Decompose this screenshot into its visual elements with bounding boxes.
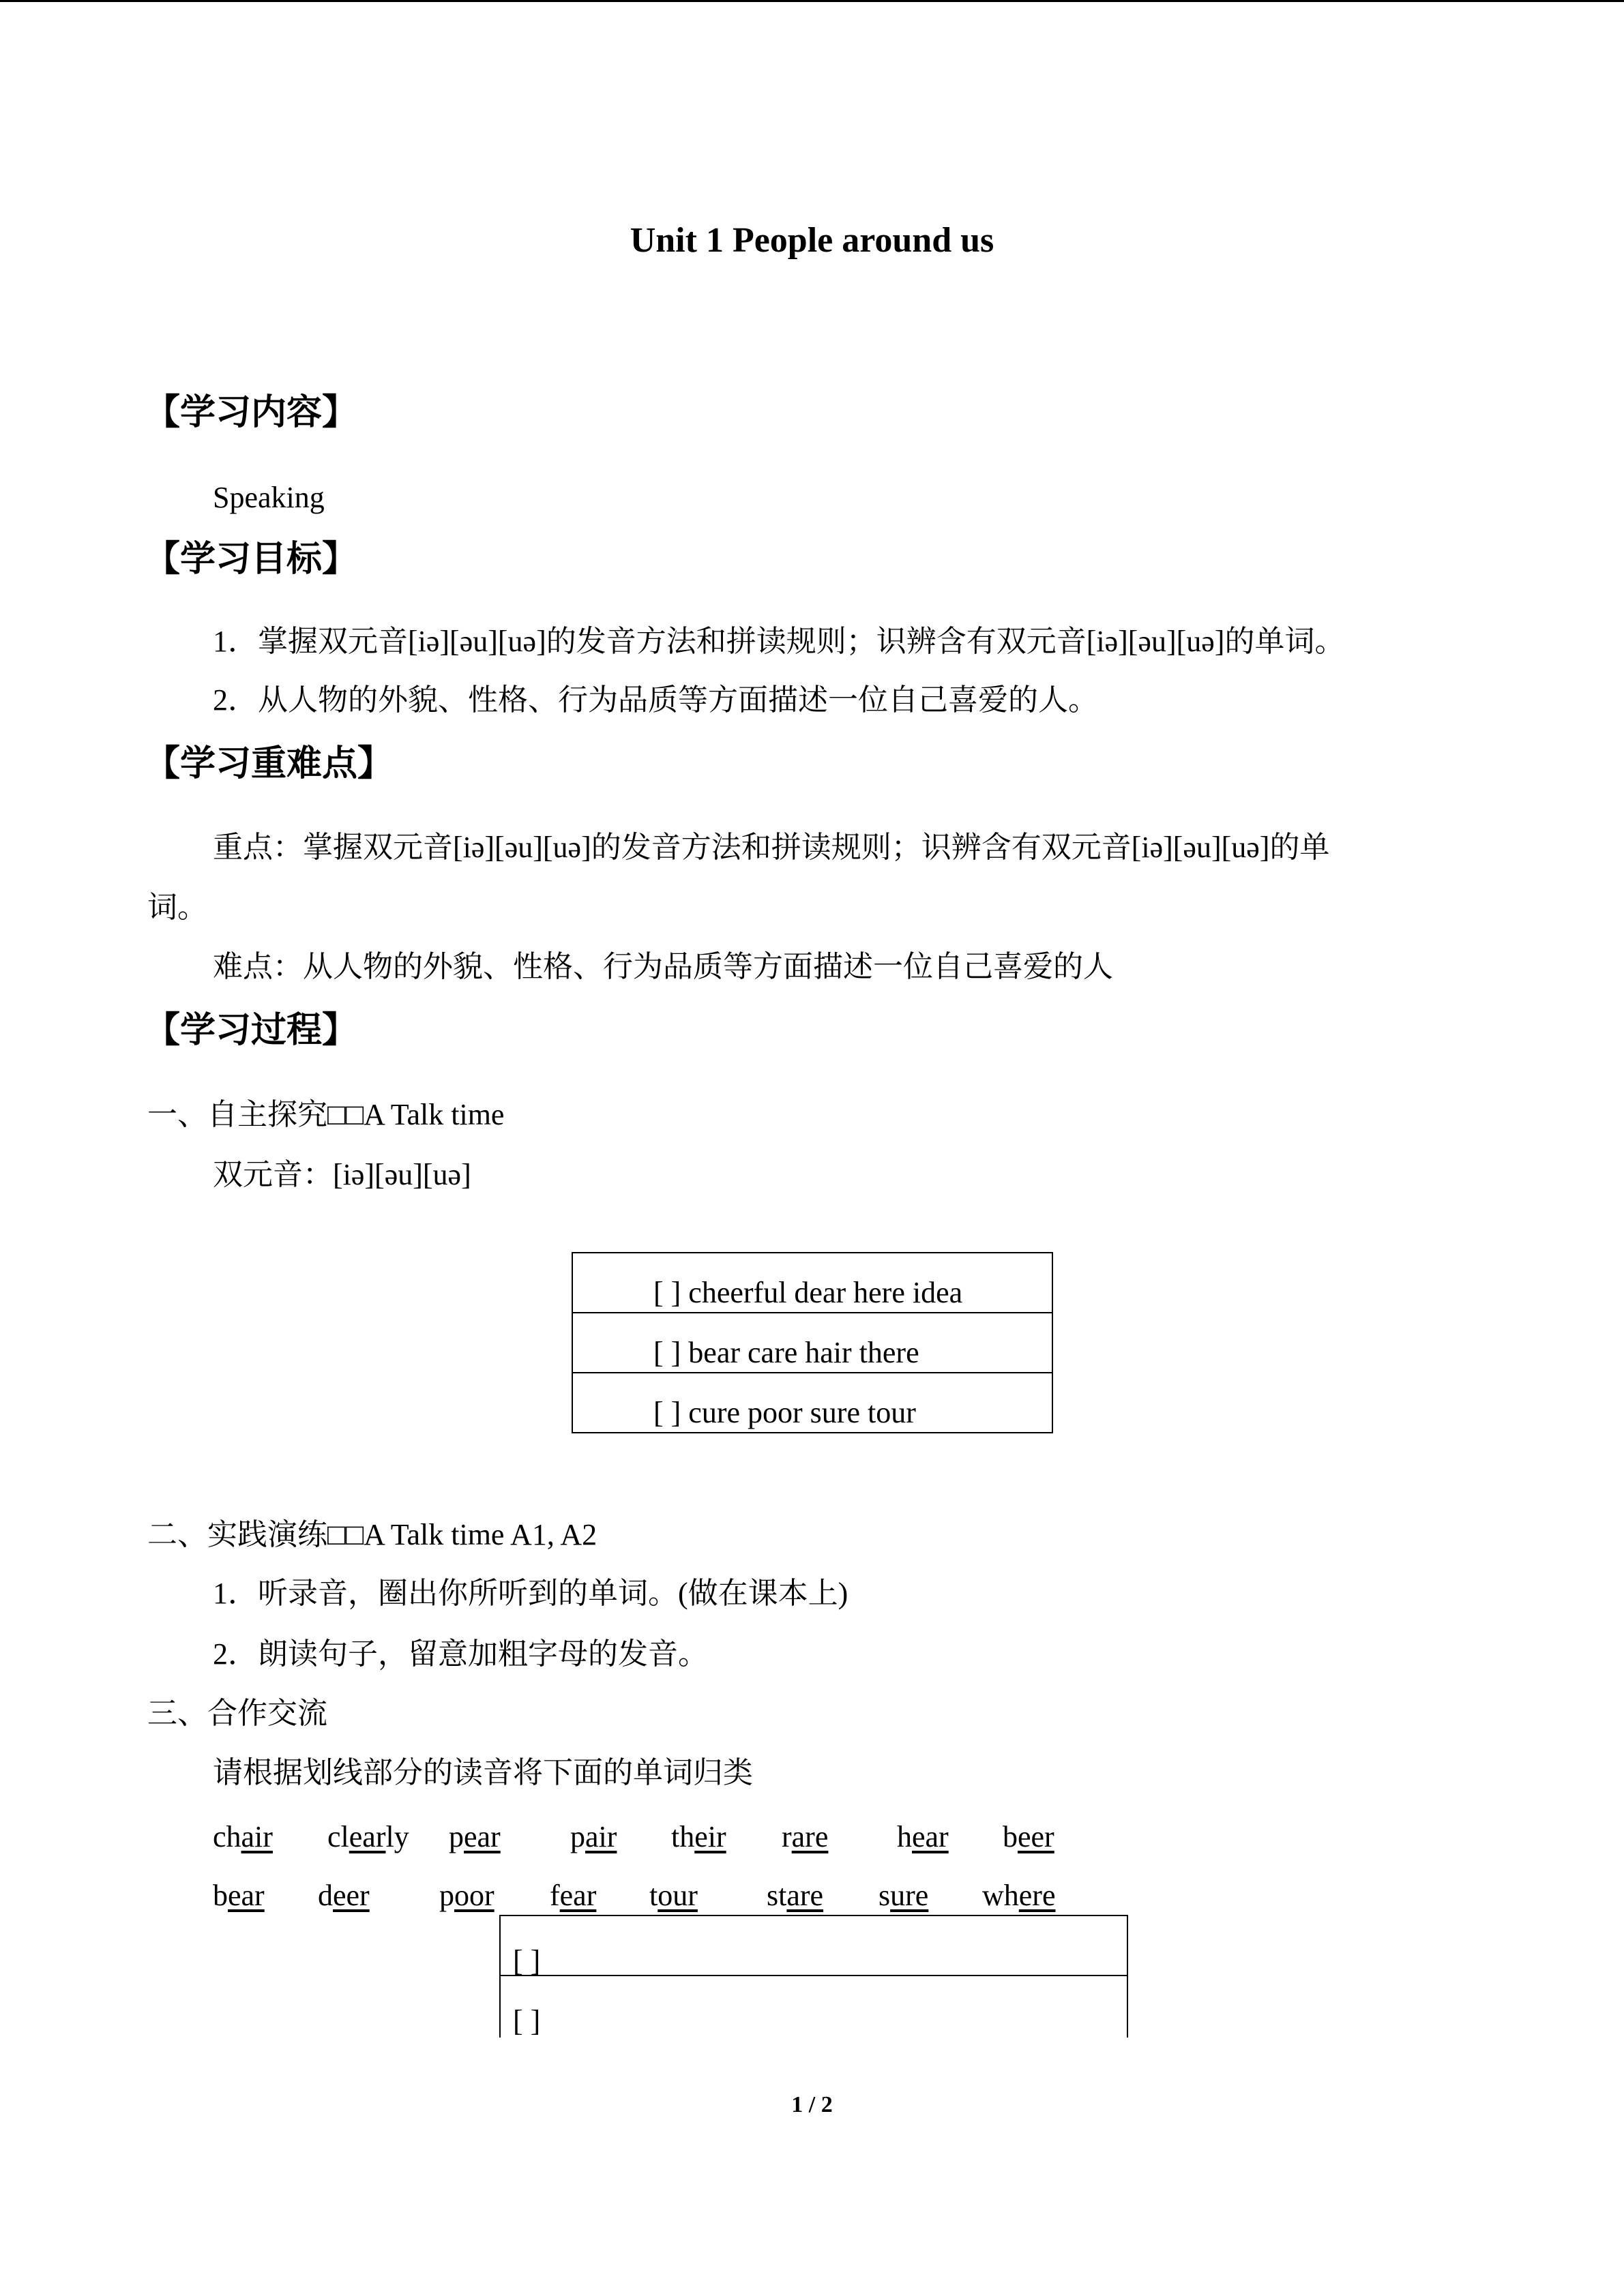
- part2-item-2: 2．朗读句子，留意加粗字母的发音。: [213, 1637, 708, 1671]
- word: fear: [550, 1879, 597, 1912]
- phonetic-row-2: [ ] bear care hair there: [572, 1313, 1052, 1373]
- word: hear: [897, 1820, 949, 1853]
- heading-goals: 【学习目标】: [145, 539, 358, 580]
- word: beer: [1003, 1820, 1054, 1853]
- table-row: [572, 1253, 1052, 1313]
- focus-line-2: 词。: [147, 891, 207, 924]
- word: clearly: [327, 1820, 409, 1853]
- difficulty-line: 难点：从人物的外貌、性格、行为品质等方面描述一位自己喜爱的人: [213, 950, 1113, 983]
- part1-subtitle: 双元音：[iə][əu][uə]: [213, 1158, 471, 1191]
- heading-content: 【学习内容】: [145, 392, 358, 433]
- word: rare: [782, 1820, 829, 1853]
- heading-process: 【学习过程】: [145, 1010, 358, 1051]
- part3-instruction: 请根据划线部分的读音将下面的单词归类: [213, 1756, 753, 1789]
- top-border-line: [0, 0, 1624, 2]
- part2-title: 二、实践演练□□A Talk time A1, A2: [147, 1518, 597, 1551]
- goal-item-2: 2．从人物的外貌、性格、行为品质等方面描述一位自己喜爱的人。: [213, 683, 1098, 717]
- part2-item-1: 1．听录音，圈出你所听到的单词。(做在课本上): [213, 1577, 848, 1610]
- part1-title: 一、自主探究□□A Talk time: [147, 1098, 505, 1131]
- focus-line-1: 重点：掌握双元音[iə][əu][uə]的发音方法和拼读规则；识辨含有双元音[iə][əu][uə]的单: [213, 831, 1330, 864]
- word: chair: [213, 1820, 273, 1853]
- classify-row-1: [ ]: [501, 1916, 1127, 1976]
- word: tour: [649, 1879, 698, 1912]
- heading-keypoints: 【学习重难点】: [145, 743, 394, 784]
- phonetic-row-1: [ ] cheerful dear here idea: [572, 1253, 1052, 1313]
- word: where: [982, 1879, 1056, 1912]
- part3-title: 三、合作交流: [147, 1697, 327, 1730]
- goal-item-1: 1．掌握双元音[iə][əu][uə]的发音方法和拼读规则；识辨含有双元音[iə][əu][uə]的单词。: [213, 625, 1345, 658]
- word: pair: [570, 1820, 617, 1853]
- table-row: [572, 1373, 1052, 1433]
- word: sure: [879, 1879, 929, 1912]
- classify-row-2: [ ]: [513, 2004, 541, 2038]
- page-number: 1 / 2: [791, 2092, 833, 2117]
- phonetic-table: [572, 1252, 1053, 1433]
- phonetic-row-3: [ ] cure poor sure tour: [572, 1373, 1052, 1433]
- content-body: Speaking: [213, 481, 325, 514]
- table-row: [572, 1313, 1052, 1373]
- word: their: [671, 1820, 726, 1853]
- word: bear: [213, 1879, 265, 1912]
- word: poor: [439, 1879, 494, 1912]
- word: stare: [767, 1879, 824, 1912]
- word: deer: [318, 1879, 370, 1912]
- word: pear: [449, 1820, 501, 1853]
- page-title: Unit 1 People around us: [630, 221, 994, 260]
- classify-table: [499, 1915, 1128, 2038]
